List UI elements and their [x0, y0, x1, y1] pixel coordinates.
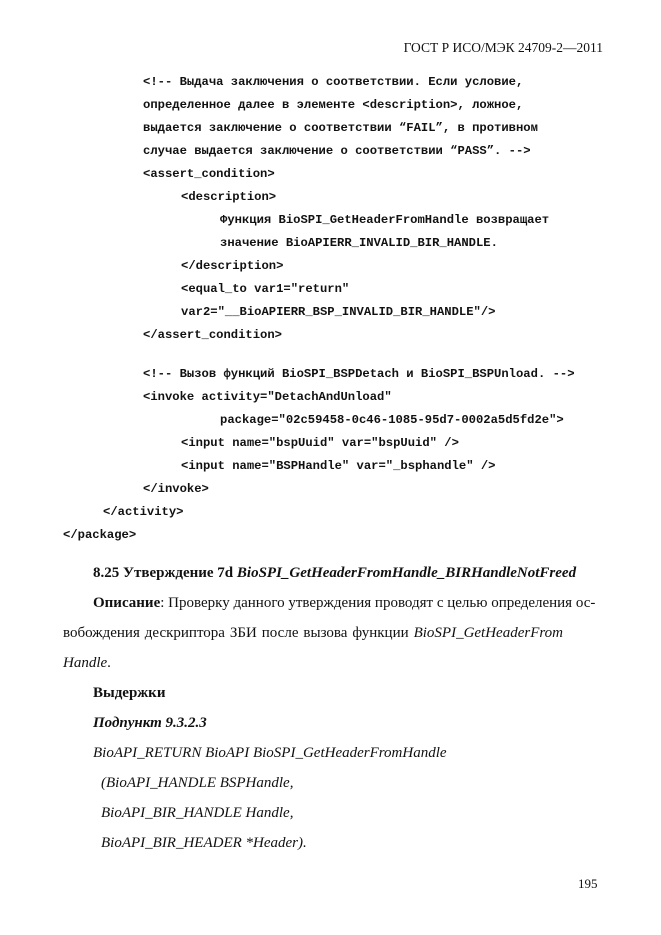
excerpts-label: Выдержки — [93, 685, 166, 701]
description-line-3: Handle. — [63, 655, 111, 671]
section-number: 8.25 Утверждение 7d — [93, 565, 234, 581]
subclause-label: Подпункт 9.3.2.3 — [93, 715, 207, 731]
signature-line: (BioAPI_HANDLE BSPHandle, — [101, 775, 294, 791]
document-header: ГОСТ Р ИСО/МЭК 24709-2—2011 — [403, 40, 603, 55]
signature-line: BioAPI_BIR_HEADER *Header). — [101, 835, 307, 851]
code-line: выдается заключение о соответствии “FAIL”, в противном — [143, 121, 538, 135]
code-line: </invoke> — [143, 482, 209, 496]
code-line: значение BioAPIERR_INVALID_BIR_HANDLE. — [220, 236, 498, 250]
code-line: определенное далее в элементе <description>, ложное, — [143, 98, 524, 112]
code-line: <assert_condition> — [143, 167, 275, 181]
code-line: <input name="BSPHandle" var="_bsphandle" /> — [181, 459, 496, 473]
signature-line: BioAPI_RETURN BioAPI BioSPI_GetHeaderFromHandle — [93, 745, 447, 761]
code-line: </assert_condition> — [143, 328, 282, 342]
code-line: var2="__BioAPIERR_BSP_INVALID_BIR_HANDLE"/> — [181, 305, 496, 319]
signature-line: BioAPI_BIR_HANDLE Handle, — [101, 805, 294, 821]
code-line: </package> — [63, 528, 137, 542]
code-line: <invoke activity="DetachAndUnload" — [143, 390, 392, 404]
code-line: Функция BioSPI_GetHeaderFromHandle возвращает — [220, 213, 550, 227]
description-line-1: Описание: Проверку данного утверждения проводят с целью определения ос- — [93, 595, 596, 611]
code-line: <!-- Выдача заключения о соответствии. Если условие, — [143, 75, 524, 89]
code-line: случае выдается заключение о соответствии “PASS”. --> — [143, 144, 531, 158]
description-label: Описание — [93, 595, 161, 611]
section-title: BioSPI_GetHeaderFromHandle_BIRHandleNotFreed — [236, 565, 577, 581]
code-line: </description> — [181, 259, 284, 273]
code-line: </activity> — [103, 505, 184, 519]
code-line: package="02c59458-0c46-1085-95d7-0002a5d5fd2e"> — [220, 413, 564, 427]
code-line: <equal_to var1="return" — [181, 282, 350, 296]
section-heading — [93, 565, 576, 582]
code-line: <!-- Вызов функций BioSPI_BSPDetach и BioSPI_BSPUnload. --> — [143, 367, 575, 381]
description-line-2: вобождения дескриптора ЗБИ после вызова функции BioSPI_GetHeaderFrom — [63, 625, 563, 641]
code-line: <description> — [181, 190, 277, 204]
page-number: 195 — [578, 876, 598, 891]
code-line: <input name="bspUuid" var="bspUuid" /> — [181, 436, 459, 450]
